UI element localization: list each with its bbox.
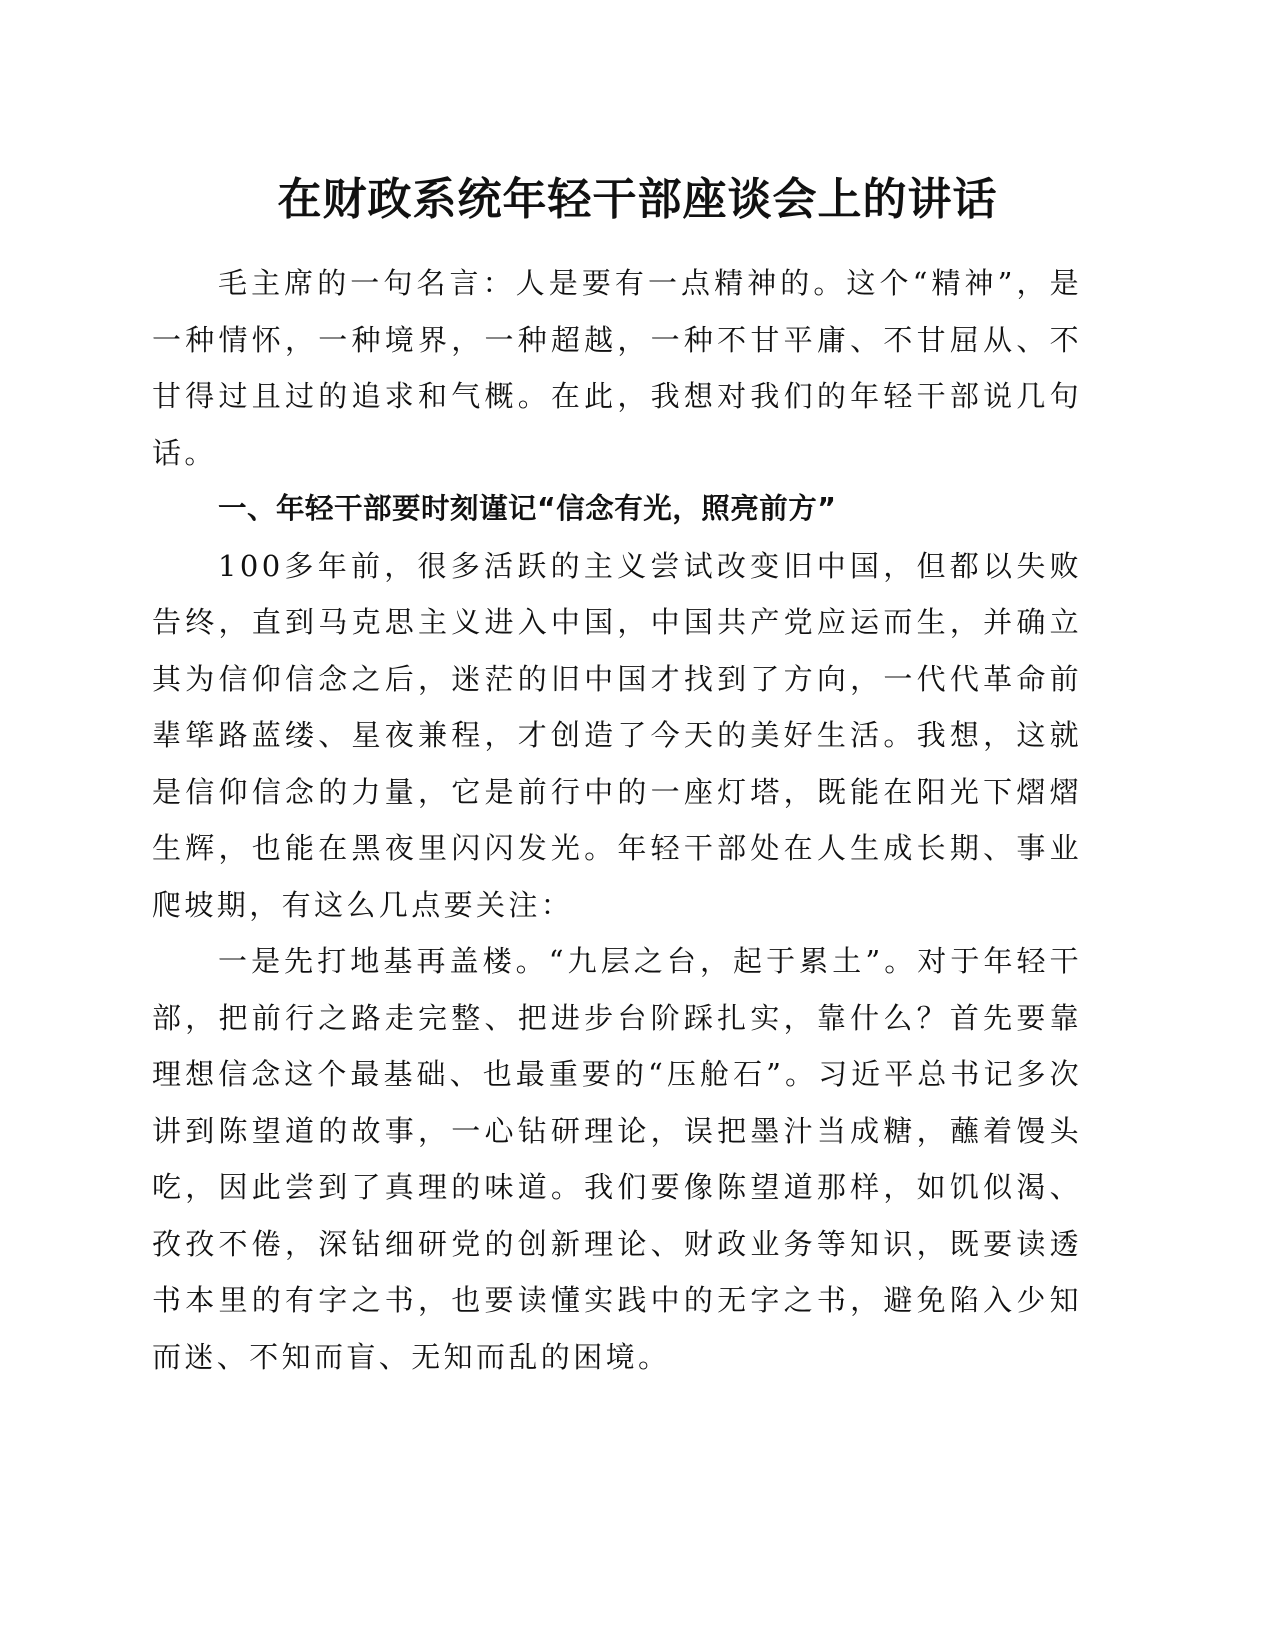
section-heading-1: 一、年轻干部要时刻谨记“信念有光，照亮前方”	[218, 492, 837, 525]
paragraph-intro: 毛主席的一句名言：人是要有一点精神的。这个“精神”，是一种情怀，一种境界，一种超越，一种不甘平庸、不甘屈从、不甘得过且过的追求和气概。在此，我想对我们的年轻干部说几句话。	[152, 266, 1082, 470]
paragraph-point-one: 一是先打地基再盖楼。“九层之台，起于累土”。对于年轻干部，把前行之路走完整、把进步台阶踩扎实，靠什么？首先要靠理想信念这个最基础、也最重要的“压舱石”。习近平总书记多次讲到陈望道的故事，一心钻研理论，误把墨汁当成糖，蘸着馒头吃，因此尝到了真理的味道。我们要像陈望道那样，如饥似渴、孜孜不倦，深钻细研党的创新理论、财政业务等知识，既要读透书本里的有字之书，也要读懂实践中的无字之书，避免陷入少知而迷、不知而盲、无知而乱的困境。	[152, 944, 1082, 1374]
document-body	[152, 255, 1082, 1385]
document-title: 在财政系统年轻干部座谈会上的讲话	[277, 174, 998, 225]
paragraph-history: 100多年前，很多活跃的主义尝试改变旧中国，但都以失败告终，直到马克思主义进入中国，中国共产党应运而生，并确立其为信仰信念之后，迷茫的旧中国才找到了方向，一代代革命前辈筚路蓝缕、星夜兼程，才创造了今天的美好生活。我想，这就是信仰信念的力量，它是前行中的一座灯塔，既能在阳光下熠熠生辉，也能在黑夜里闪闪发光。年轻干部处在人生成长期、事业爬坡期，有这么几点要关注：	[152, 548, 1082, 922]
